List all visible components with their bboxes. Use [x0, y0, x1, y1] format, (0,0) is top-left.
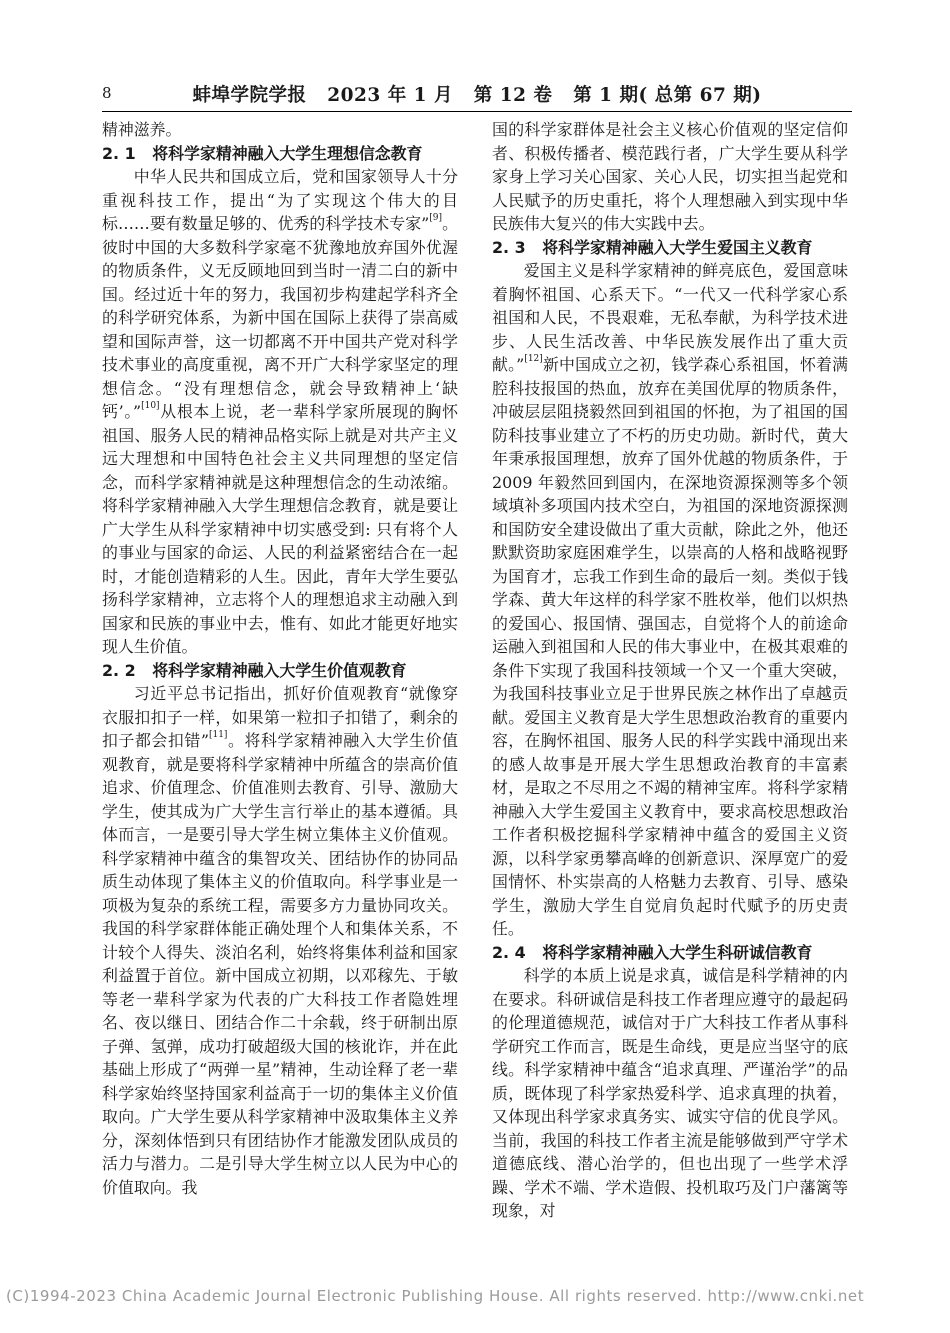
header-rule	[102, 111, 852, 112]
section-heading-2-3: 2. 3 将科学家精神融入大学生爱国主义教育	[492, 237, 813, 257]
text: 。将科学家精神融入大学生价值观教育，就是要将科学家精神中所蕴含的崇高价值追求、价值理念、价值准则去教育、引导、激励大学生，使其成为广大学生言行举止的基本遵循。具体而言，一是要引导大学生树立集体主义价值观。科学家精神中蕴含的集智攻关、团结协作的协同品质生动体现了集体主义的价值取向。科学事业是一项极为复杂的系统工程，需要多方力量协同攻关。我国的科学家群体能正确处理个人和集体关系，不计较个人得失、淡泊名利，始终将集体利益和国家利益置于首位。新中国成立初期，以邓稼先、于敏等老一辈科学家为代表的广大科技工作者隐姓埋名、夜以继日、团结合作二十余载，终于研制出原子弹、氢弹，成功打破超级大国的核讹诈，并在此基础上形成了“两弹一星”精神，生动诠释了老一辈科学家始终坚持国家利益高于一切的集体主义价值取向。广大学生要从科学家精神中汲取集体主义养分，深刻体悟到只有团结协作才能激发团队成员的活力与潜力。二是引导大学生树立以人民为中心的价值取向。我	[102, 731, 459, 1197]
section-heading-2-4: 2. 4 将科学家精神融入大学生科研诚信教育	[492, 942, 813, 962]
citation-11[interactable]: [11]	[208, 730, 228, 740]
copyright-watermark: (C)1994-2023 China Academic Journal Electronic Publishing House. All rights reserved. http://www.cnki.net	[6, 1287, 865, 1305]
text: 中华人民共和国成立后，党和国家领导人十分重视科技工作，提出“为了实现这个伟大的目标……要有数量足够的、优秀的科学技术专家”	[102, 167, 458, 233]
text: 爱国主义是科学家精神的鲜亮底色，爱国意味着胸怀祖国、心系天下。“一代又一代科学家心系祖国和人民，不畏艰难，无私奉献，为科学技术进步、人民生活改善、中华民族发展作出了重大贡献。”	[492, 261, 848, 374]
text: 从根本上说，老一辈科学家所展现的胸怀祖国、服务人民的精神品格实际上就是对共产主义远大理想和中国特色社会主义共同理想的坚定信念，而科学家精神就是这种理想信念的生动浓缩。将科学家精神融入大学生理想信念教育，就是要让广大学生从科学家精神中切实感受到: 只有将个人的事业与国家的命运、人民的利益紧密结合在一起时，才能创造精彩的人生。因此，青年大学生要弘扬科学家精神，立志将个人的理想追求主动融入到国家和民族的事业中去，惟有、如此才能更好地实现人生价值。	[102, 402, 458, 656]
page-number: 8	[102, 84, 112, 102]
section-heading-2-1: 2. 1 将科学家精神融入大学生理想信念教育	[102, 143, 423, 163]
paragraph: 科学的本质上说是求真，诚信是科学精神的内在要求。科研诚信是科技工作者理应遵守的最起码的伦理道德规范，诚信对于广大科技工作者从事科学研究工作而言，既是生命线，更是应当坚守的底线。科学家精神中蕴含“追求真理、严谨治学”的品质，既体现了科学家热爱科学、追求真理的执着，又体现出科学家求真务实、诚实守信的优良学风。当前，我国的科技工作者主流是能够做到严守学术道德底线、潜心治学的，但也出现了一些学术浮躁、学术不端、学术造假、投机取巧及门户藩篱等现象，对	[492, 966, 848, 1220]
section-heading-2-2: 2. 2 将科学家精神融入大学生价值观教育	[102, 660, 407, 680]
text: 新中国成立之初，钱学森心系祖国，怀着满腔科技报国的热血，放弃在美国优厚的物质条件，冲破层层阻挠毅然回到祖国的怀抱，为了祖国的国防科技事业建立了不朽的历史功勋。新时代，黄大年秉承报国理想，放弃了国外优越的物质条件，于 2009 年毅然回到国内，在深地资源探测等多个领域填补多项国内技术空白，为祖国的深地资源探测和国防安全建设做出了重大贡献，除此之外，他还默默资助家庭困难学生，以崇高的人格和战略视野为国育才，忘我工作到生命的最后一刻。类似于钱学森、黄大年这样的科学家不胜枚举，他们以炽热的爱国心、报国情、强国志，自觉将个人的前途命运融入到祖国和人民的伟大事业中，在极其艰难的条件下实现了我国科技领域一个又一个重大突破，为我国科技事业立足于世界民族之林作出了卓越贡献。爱国主义教育是大学生思想政治教育的重要内容，在胸怀祖国、服务人民的科学实践中涌现出来的感人故事是开展大学生思想政治教育的丰富素材，是取之不尽用之不竭的精神宝库。将科学家精神融入大学生爱国主义教育中，要求高校思想政治工作者积极挖掘科学家精神中蕴含的爱国主义资源，以科学家勇攀高峰的创新意识、深厚宽广的爱国情怀、朴实崇高的人格魅力去教育、引导、感染学生，激励大学生自觉肩负起时代赋予的历史责任。	[492, 355, 848, 938]
citation-10[interactable]: [10]	[141, 401, 160, 411]
citation-9[interactable]: [9]	[429, 213, 443, 223]
running-header	[102, 78, 852, 110]
left-column	[102, 118, 458, 1199]
text: 。彼时中国的大多数科学家毫不犹豫地放弃国外优渥的物质条件，义无反顾地回到当时一清二白的新中国。经过近十年的努力，我国初步构建起学科齐全的科学研究体系，为新中国在国际上获得了崇高威望和国际声誉，这一切都离不开中国共产党对科学技术事业的高度重视，离不开广大科学家坚定的理想信念。“没有理想信念，就会导致精神上‘缺钙’。”	[102, 214, 459, 421]
paragraph	[102, 165, 458, 659]
text: 习近平总书记指出，抓好价值观教育“就像穿衣服扣扣子一样，如果第一粒扣子扣错了，剩余的扣子都会扣错”	[102, 684, 458, 750]
paragraph: 国的科学家群体是社会主义核心价值观的坚定信仰者、积极传播者、模范践行者，广大学生要从科学家身上学习关心国家、关心人民，切实担当起党和人民赋予的历史重托，将个人理想融入到实现中华民族伟大复兴的伟大实践中去。	[492, 120, 848, 233]
citation-12[interactable]: [12]	[524, 354, 543, 364]
paragraph: 精神滋养。	[102, 120, 182, 139]
paragraph	[102, 682, 458, 1199]
paragraph	[492, 259, 848, 941]
journal-title: 蚌埠学院学报 2023 年 1 月 第 12 卷 第 1 期( 总第 67 期)	[192, 85, 762, 106]
right-column	[492, 118, 848, 1223]
